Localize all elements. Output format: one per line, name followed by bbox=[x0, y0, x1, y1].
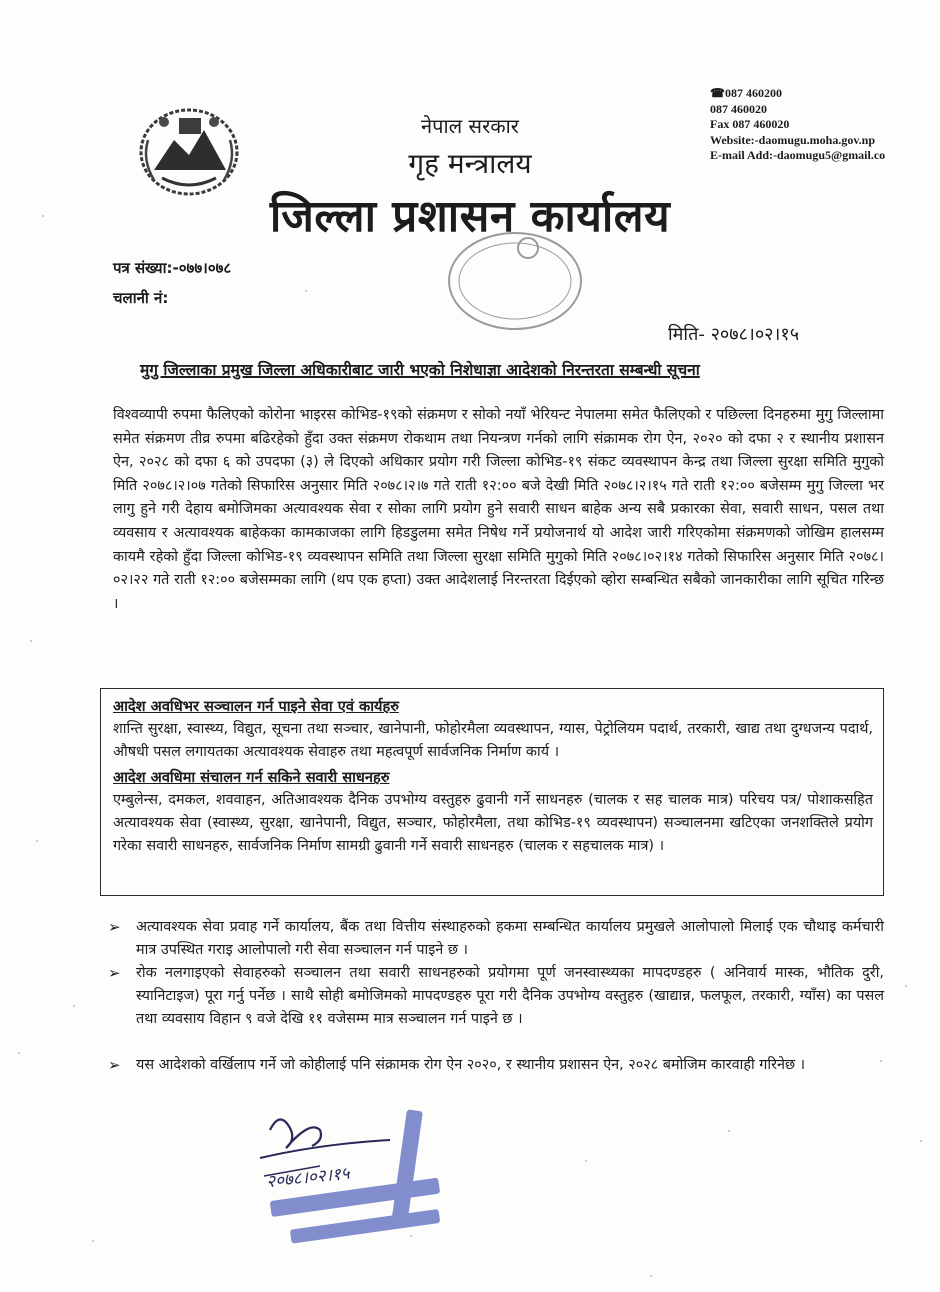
dispatch-number: चलानी नं: bbox=[113, 289, 169, 307]
scan-speck bbox=[585, 1160, 587, 1162]
scan-speck bbox=[650, 1275, 652, 1277]
letter-number: पत्र संख्या:-०७७।०७८ bbox=[113, 259, 232, 277]
website: Website:-daomugu.moha.gov.np bbox=[710, 132, 876, 147]
permitted-vehicles-heading: आदेश अवधिमा संचालन गर्न सकिने सवारी साधनहरु bbox=[113, 769, 390, 786]
instruction-text: अत्यावश्यक सेवा प्रवाह गर्ने कार्यालय, बैंक तथा वित्तीय संस्थाहरुको हकमा सम्बन्धित कार्यालय प्रमुखले आलोपालो मिलाई एक चौथाइ कर्मचारी मात्र उपस्थित गराइ आलोपालो गरी सेवा सञ्चालन गर्न पाइने छ । bbox=[136, 919, 884, 958]
phone-1: 087 460200 bbox=[724, 86, 782, 100]
phone-2: 087 460020 bbox=[710, 101, 767, 116]
office-name: जिल्ला प्रशासन कार्यालय bbox=[269, 191, 671, 242]
scan-speck bbox=[728, 1130, 730, 1132]
permitted-services-heading: आदेश अवधिभर सञ्चालन गर्न पाइने सेवा एवं कार्यहरु bbox=[113, 698, 399, 715]
arrow-bullet-icon: ➢ bbox=[108, 918, 121, 936]
government-name: नेपाल सरकार bbox=[421, 114, 519, 138]
fax: Fax 087 460020 bbox=[710, 117, 790, 131]
scan-speck bbox=[73, 1005, 75, 1007]
notice-title: मुगु जिल्लाका प्रमुख जिल्ला अधिकारीबाट जारी भएको निशेधाज्ञा आदेशको निरन्तरता सम्बन्धी सूचना bbox=[140, 361, 700, 379]
scan-speck bbox=[305, 290, 307, 292]
contact-block bbox=[710, 86, 940, 164]
permitted-services-section bbox=[113, 695, 873, 764]
arrow-bullet-icon: ➢ bbox=[108, 964, 121, 982]
scan-speck bbox=[30, 640, 32, 642]
list-item bbox=[108, 1054, 884, 1077]
instruction-text: रोक नलगाइएको सेवाहरुको सञ्चालन तथा सवारी साधनहरुको प्रयोगमा पूर्ण जनस्वास्थ्यका मापदण्डहरु ( अनिवार्य मास्क, भौतिक दुरी, स्यानिटाइज) पूरा गर्नु पर्नेछ । साथै सोही बमोजिमको मापदण्डहरु पूरा गरी दैनिक उपभोग्य वस्तुहरु (खाद्यान्न, फलफूल, तरकारी, ग्याँस) का पसल तथा व्यवसाय विहान ९ वजे देखि ११ वजेसम्म मात्र सञ्चालन गर्न पाइने छ । bbox=[136, 965, 884, 1027]
email: E-mail Add:-daomugu5@gmail.co bbox=[710, 148, 886, 162]
instruction-text: यस आदेशको वर्खिलाप गर्ने जो कोहीलाई पनि संक्रामक रोग ऐन २०२०, र स्थानीय प्रशासन ऐन, २०२८ बमोजिम कारवाही गरिनेछ । bbox=[136, 1057, 806, 1073]
arrow-bullet-icon: ➢ bbox=[108, 1056, 121, 1074]
scan-speck bbox=[905, 985, 907, 987]
signature-date: २०७८।०२।१५ bbox=[265, 1163, 351, 1193]
notice-body: विश्वव्यापी रुपमा फैलिएको कोरोना भाइरस कोभिड-१९को संक्रमण र सोको नयाँ भेरियन्ट नेपालमा समेत फैलिएको र पछिल्ला दिनहरुमा मुगु जिल्लामा समेत संक्रमण तीव्र रुपमा बढिरहेको हुँदा उक्त संक्रमण रोकथाम तथा नियन्त्रण गर्नको लागि संक्रामक रोग ऐन, २०२० को दफा २ र स्थानीय प्रशासन ऐन, २०२८ को दफा ६ को उपदफा (३) ले दिएको अधिकार प्रयोग गरी जिल्ला कोभिड-१९ संकट व्यवस्थापन केन्द्र तथा जिल्ला सुरक्षा समिति मुगुको मिति २०७८।२।०७ गतेको सिफारिस अनुसार मिति २०७८।२।७ गते राती १२:०० बजे देखी मिति २०७८।२।१५ गते राती १२:०० बजेसम्म मुगु जिल्ला भर लागु हुने गरी देहाय बमोजिमका अत्यावश्यक सेवा र सोका लागि प्रयोग हुने सवारी साधन बाहेक अन्य सबै प्रकारका सेवा, सवारी साधन, पसल तथा व्यवसाय र अत्यावश्यक बाहेकका कामकाजका लागि हिडडुलमा समेत निषेध गर्ने प्रयोजनार्थ यो आदेश जारी गरिएकोमा संक्रमणको जोखिम हालसम्म कायमै रहेको हुँदा जिल्ला कोभिड-१९ व्यवस्थापन समिति तथा जिल्ला सुरक्षा समिति मुगुको मिति २०७८।०२।१४ गतेको सिफारिस अनुसार मिति २०७८।०२।२२ गते राती १२:०० बजेसम्मका लागि (थप एक हप्ता) उक्त आदेशलाई निरन्तरता दिईएको व्होरा सम्बन्धित सबैको जानकारीका लागि सूचित गरिन्छ । bbox=[113, 407, 884, 612]
permitted-services-text: शान्ति सुरक्षा, स्वास्थ्य, विद्युत, सूचना तथा सञ्चार, खानेपानी, फोहोरमैला व्यवस्थापन, ग्यास, पेट्रोलियम पदार्थ, तरकारी, खाद्य तथा दुग्धजन्य पदार्थ, औषधी पसल लगायतका अत्यावश्यक सेवाहरु तथा महत्वपूर्ण सार्वजनिक निर्माण कार्य । bbox=[113, 721, 873, 760]
instructions-list bbox=[108, 916, 884, 1077]
scan-speck bbox=[920, 1140, 922, 1142]
office-seal-icon bbox=[440, 226, 590, 336]
issue-date: मिति- २०७८।०२।१५ bbox=[668, 324, 800, 345]
permitted-vehicles-text: एम्बुलेन्स, दमकल, शववाहन, अतिआवश्यक दैनिक उपभोग्य वस्तुहरु ढुवानी गर्ने साधनहरु (चालक र सह चालक मात्र) परिचय पत्र/ पोशाकसहित अत्यावश्यक सेवा (स्वास्थ्य, सुरक्षा, खानेपानी, विद्युत, सञ्चार, फोहोरमैला, तथा कोभिड-१९ व्यवस्थापन) सञ्चालनमा खटिएका जनशक्तिले प्रयोग गरेका सवारी साधनहरु, सार्वजनिक निर्माण सामग्री ढुवानी गर्ने सवारी साधनहरु (चालक र सहचालक मात्र) । bbox=[113, 792, 873, 854]
permitted-services-box bbox=[100, 688, 884, 896]
permitted-vehicles-section bbox=[113, 766, 873, 858]
telephone-icon: ☎ bbox=[710, 86, 725, 100]
list-item bbox=[108, 962, 884, 1054]
phone-line bbox=[710, 86, 940, 102]
list-item bbox=[108, 916, 884, 962]
scan-speck bbox=[92, 1240, 94, 1242]
scan-speck bbox=[36, 840, 38, 842]
ministry-name: गृह मन्त्रालय bbox=[408, 147, 532, 180]
scan-speck bbox=[18, 1052, 20, 1054]
